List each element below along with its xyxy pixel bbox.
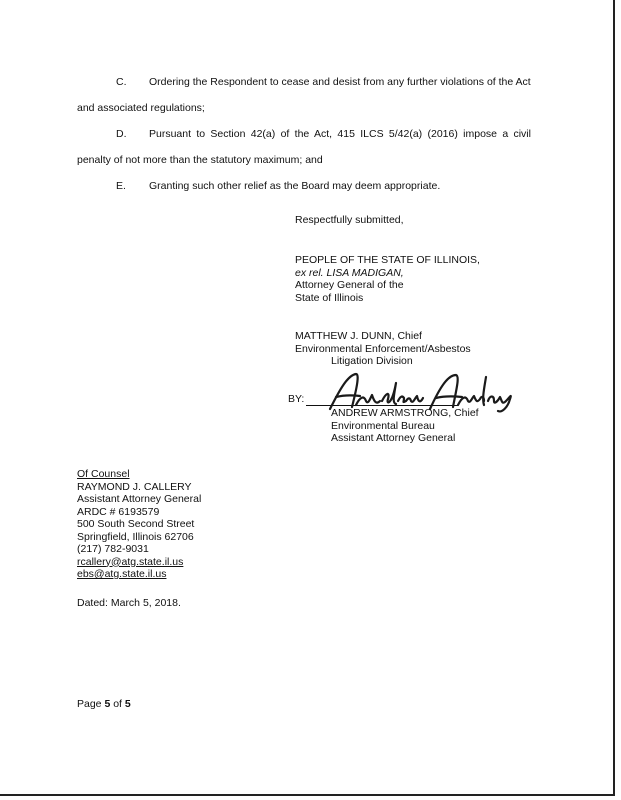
by-label: BY: xyxy=(288,393,305,405)
email-link[interactable]: rcallery@atg.state.il.us xyxy=(77,555,184,568)
page-word: Page xyxy=(77,698,102,710)
page-num: 5 xyxy=(104,698,111,710)
closing-text: Respectfully submitted, xyxy=(295,214,404,226)
signer-block xyxy=(331,407,479,445)
counsel-line: 500 South Second Street xyxy=(77,518,195,530)
item-c-continuation: and associated regulations; xyxy=(77,102,205,114)
chief-block xyxy=(295,330,471,368)
chief-line: Litigation Division xyxy=(331,355,413,367)
item-d-continuation: penalty of not more than the statutory maximum; and xyxy=(77,154,323,166)
item-c-text: Ordering the Respondent to cease and desist from any further violations of the Act xyxy=(149,76,531,88)
signer-line: Assistant Attorney General xyxy=(331,432,456,444)
item-d-text: Pursuant to Section 42(a) of the Act, 415 ILCS 5/42(a) (2016) impose a civil xyxy=(149,128,531,140)
page-number xyxy=(77,698,131,710)
signer-line: ANDREW ARMSTRONG, Chief xyxy=(331,407,479,419)
signer-line: Environmental Bureau xyxy=(331,419,435,432)
counsel-line: Assistant Attorney General xyxy=(77,493,202,505)
chief-line: MATTHEW J. DUNN, Chief xyxy=(295,330,422,342)
people-line: ex rel. LISA MADIGAN, xyxy=(295,266,404,279)
page-total: 5 xyxy=(124,698,131,710)
item-d-letter: D. xyxy=(116,128,127,140)
people-line: State of Illinois xyxy=(295,291,364,304)
people-line: Attorney General of the xyxy=(295,279,404,291)
item-c-letter: C. xyxy=(116,76,127,88)
counsel-line: ARDC # 6193579 xyxy=(77,505,160,518)
people-line: PEOPLE OF THE STATE OF ILLINOIS, xyxy=(295,254,480,266)
counsel-heading: Of Counsel xyxy=(77,468,130,480)
of-word: of xyxy=(113,698,122,710)
chief-line: Environmental Enforcement/Asbestos xyxy=(295,342,471,355)
counsel-line: RAYMOND J. CALLERY xyxy=(77,480,192,493)
item-e-text: Granting such other relief as the Board may deem appropriate. xyxy=(149,180,441,192)
counsel-line: (217) 782-9031 xyxy=(77,543,149,555)
dated-text: Dated: March 5, 2018. xyxy=(77,597,181,609)
people-block xyxy=(295,254,480,304)
email-link[interactable]: ebs@atg.state.il.us xyxy=(77,568,167,580)
counsel-block xyxy=(77,468,201,581)
item-e-letter: E. xyxy=(116,180,126,192)
counsel-line: Springfield, Illinois 62706 xyxy=(77,530,194,543)
